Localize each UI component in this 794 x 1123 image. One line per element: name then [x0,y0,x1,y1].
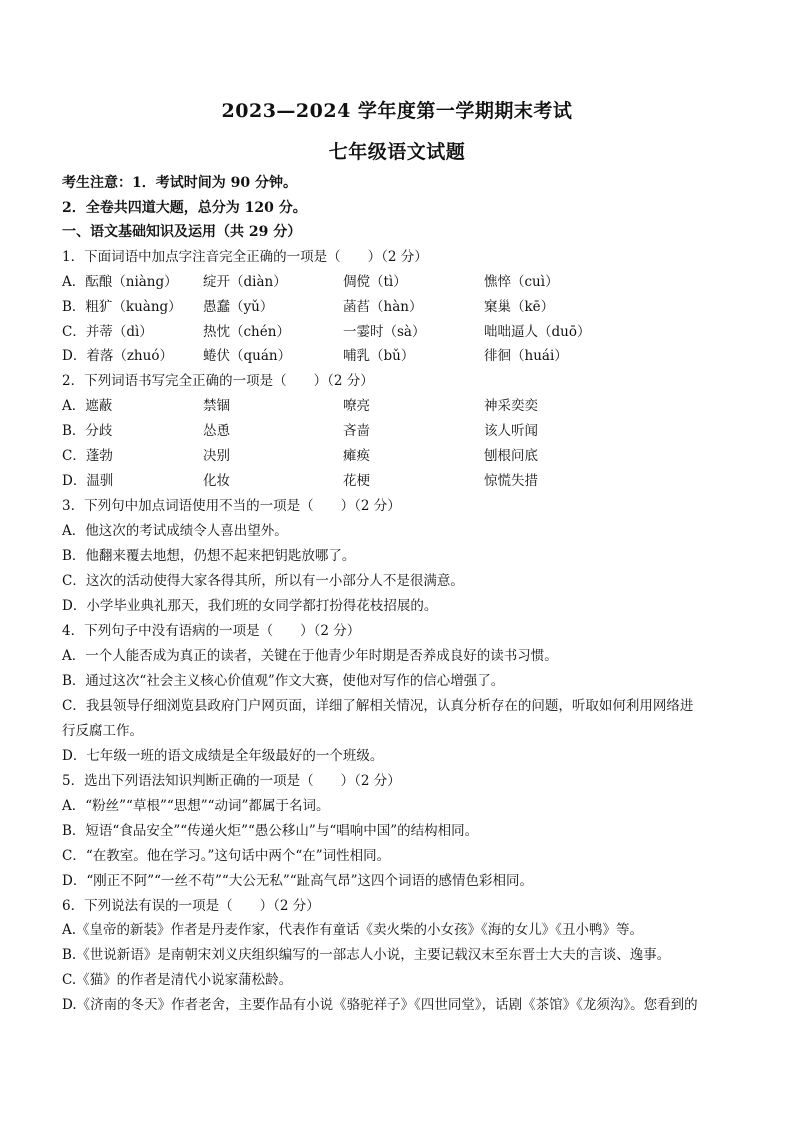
q1-option-c-word-2: 热忱（chén） [203,324,290,340]
q1-option-c-word-3: 一霎时（sà） [343,324,426,340]
q4-option-c-continued: 行反腐工作。 [62,723,143,739]
q1-option-a-word-3: 倜傥（tì） [343,274,407,290]
q3-option-a: A．他这次的考试成绩令人喜出望外。 [62,523,288,539]
q2-option-d-word-3: 花梗 [343,473,370,489]
q5-option-a: A．“粉丝”“草根”“思想”“动词”都属于名词。 [62,798,330,814]
q5-option-b: B．短语“食品安全”“传递火炬”“愚公移山”与“唱响中国”的结构相同。 [62,823,479,839]
q2-option-c-word-3: 瘫痪 [343,448,370,464]
q4-option-c: C．我县领导仔细浏览县政府门户网页面，详细了解相关情况，认真分析存在的问题，听取如何利用网络进 [62,698,694,714]
q1-option-b-word-2: 愚蠢（yǔ） [203,299,274,315]
q1-option-d-word-4: 徘徊（huái） [484,348,568,364]
section-heading: 一、语文基础知识及运用（共 29 分） [62,224,302,240]
q1-option-b: B．粗犷（kuàng） [62,299,182,315]
q2-option-d-word-2: 化妆 [203,473,230,489]
q2-option-a-word-4: 神采奕奕 [484,398,538,414]
notice-line-2: 2．全卷共四道大题，总分为 120 分。 [62,200,307,216]
question-6-stem: 6．下列说法有误的一项是（ ）（2 分） [62,898,320,914]
q3-option-d: D．小学毕业典礼那天，我们班的女同学都打扮得花枝招展的。 [62,598,438,614]
notice-line-1: 考生注意：1．考试时间为 90 分钟。 [62,175,297,191]
q2-option-d-word-4: 惊慌失措 [484,473,538,489]
q2-option-c: C．蓬勃 [62,448,113,464]
q4-option-d: D．七年级一班的语文成绩是全年级最好的一个班级。 [62,748,384,764]
q6-option-b: B.《世说新语》是南朝宋刘义庆组织编写的一部志人小说，主要记载汉末至东晋士大夫的言谈、逸事。 [62,947,671,963]
q1-option-c: C．并蒂（dì） [62,324,153,340]
question-2-stem: 2．下列词语书写完全正确的一项是（ ）（2 分） [62,373,374,389]
q5-option-d: D．“刚正不阿”“一丝不苟”“大公无私”“趾高气昂”这四个词语的感情色彩相同。 [62,873,534,889]
q1-option-a-word-2: 绽开（diàn） [203,274,287,290]
q2-option-b: B．分歧 [62,423,113,439]
q2-option-a: A．遮蔽 [62,398,113,414]
exam-subtitle: 七年级语文试题 [328,141,466,163]
question-1-stem: 1．下面词语中加点字注音完全正确的一项是（ ）（2 分） [62,249,428,265]
q1-option-d: D．着落（zhuó） [62,348,173,364]
exam-title: 2023—2024 学年度第一学期期末考试 [221,100,573,122]
q2-option-a-word-3: 嘹亮 [343,398,370,414]
q1-option-d-word-2: 蜷伏（quán） [203,348,292,364]
q6-option-c: C.《猫》的作者是清代小说家蒲松龄。 [62,972,293,988]
q6-option-a: A.《皇帝的新装》作者是丹麦作家，代表作有童话《卖火柴的小女孩》《海的女儿》《丑小鸭》等。 [62,922,644,938]
q1-option-a-word-4: 憔悴（cuì） [484,274,559,290]
q2-option-d: D．温驯 [62,473,114,489]
q2-option-b-word-4: 该人听闻 [484,423,538,439]
q2-option-c-word-4: 刨根问底 [484,448,538,464]
q1-option-a: A．酝酿（niàng） [62,274,178,290]
q3-option-b: B．他翻来覆去地想，仍想不起来把钥匙放哪了。 [62,548,356,564]
q1-option-d-word-3: 哺乳（bǔ） [343,348,415,364]
q5-option-c: C．“在教室。他在学习。”这句话中两个“在”词性相同。 [62,848,391,864]
q2-option-b-word-3: 吝啬 [343,423,370,439]
question-5-stem: 5．选出下列语法知识判断正确的一项是（ ）（2 分） [62,773,401,789]
q2-option-a-word-2: 禁锢 [203,398,230,414]
q4-option-a: A．一个人能否成为真正的读者，关键在于他青少年时期是否养成良好的读书习惯。 [62,648,558,664]
q3-option-c: C．这次的活动使得大家各得其所，所以有一小部分人不是很满意。 [62,573,464,589]
question-3-stem: 3．下列句中加点词语使用不当的一项是（ ）（2 分） [62,498,401,514]
question-4-stem: 4．下列句子中没有语病的一项是（ ）（2 分） [62,623,361,639]
q6-option-d: D.《济南的冬天》作者老舍，主要作品有小说《骆驼祥子》《四世同堂》，话剧《茶馆》《龙须沟》。您看到的 [62,997,698,1013]
q2-option-c-word-2: 决别 [203,448,230,464]
q4-option-b: B．通过这次“社会主义核心价值观”作文大赛，使他对写作的信心增强了。 [62,673,505,689]
q1-option-b-word-3: 菡萏（hàn） [343,299,423,315]
q1-option-c-word-4: 咄咄逼人（duō） [484,324,591,340]
q2-option-b-word-2: 怂恿 [203,423,230,439]
q1-option-b-word-4: 窠巢（kē） [484,299,555,315]
